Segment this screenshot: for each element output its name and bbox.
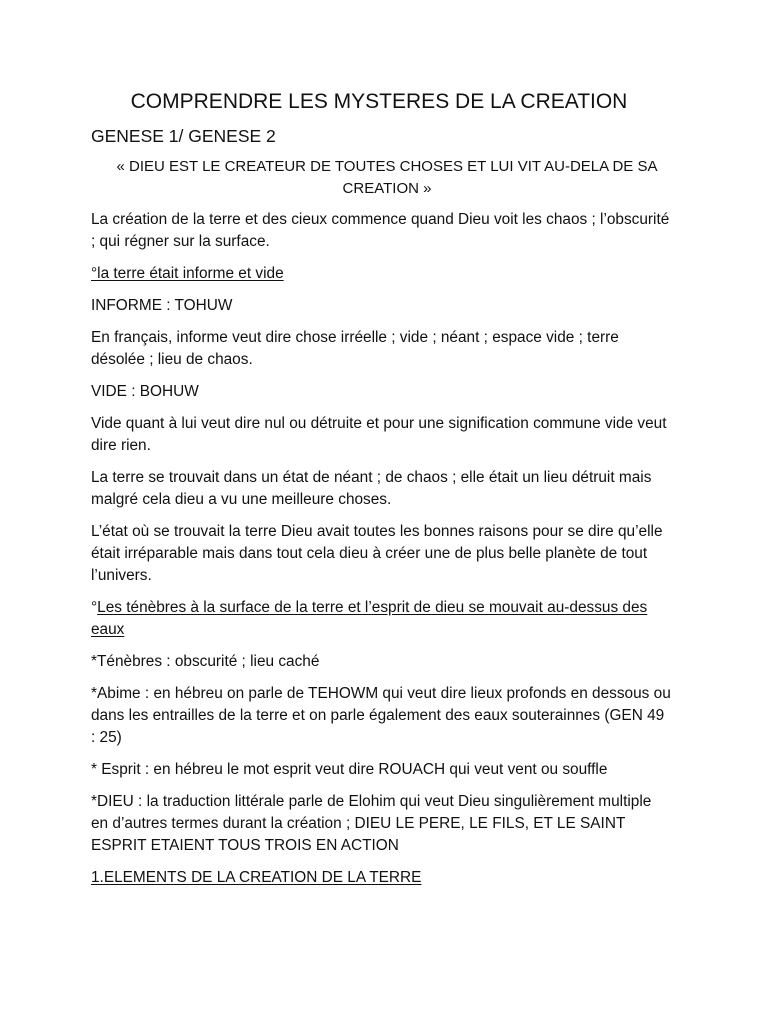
paragraph-abime-definition: *Abime : en hébreu on parle de TEHOWM qui veut dire lieux profonds en dessous ou dans les entrailles de la terre et on parle également des eaux souterainnes (GEN 49 : 25)	[91, 685, 671, 746]
heading-informe-vide: °la terre était informe et vide	[91, 265, 284, 282]
heading-elements-creation: 1.ELEMENTS DE LA CREATION DE LA TERRE	[91, 869, 422, 886]
document-subtitle: GENESE 1/ GENESE 2	[91, 126, 276, 146]
paragraph-informe-term: INFORME : TOHUW	[91, 297, 233, 314]
paragraph-tenebres-definition: *Ténèbres : obscurité ; lieu caché	[91, 653, 320, 670]
heading-tenebres-text: Les ténèbres à la surface de la terre et l’esprit de dieu se mouvait au-dessus des eaux	[91, 599, 648, 638]
heading-tenebres-bullet: °	[91, 599, 98, 616]
paragraph-terre-neant: La terre se trouvait dans un état de néant ; de chaos ; elle était un lieu détruit mais malgré cela dieu a vu une meilleure choses.	[91, 469, 652, 508]
document-body	[91, 88, 671, 899]
paragraph-etat-terre: L’état où se trouvait la terre Dieu avait toutes les bonnes raisons pour se dire qu’elle était irréparable mais dans tout cela dieu à créer une de plus belle planète de tout l’univers.	[91, 523, 663, 584]
paragraph-intro: La création de la terre et des cieux commence quand Dieu voit les chaos ; l’obscurité ; qui régner sur la surface.	[91, 211, 670, 250]
paragraph-vide-definition: Vide quant à lui veut dire nul ou détruite et pour une signification commune vide veut dire rien.	[91, 415, 667, 454]
paragraph-dieu-definition: *DIEU : la traduction littérale parle de Elohim qui veut Dieu singulièrement multiple en d’autres termes durant la création ; DIEU LE PERE, LE FILS, ET LE SAINT ESPRIT ETAIENT TOUS TROIS EN ACTION	[91, 793, 652, 854]
paragraph-esprit-definition: * Esprit : en hébreu le mot esprit veut dire ROUACH qui veut vent ou souffle	[91, 761, 608, 778]
heading-tenebres	[91, 597, 671, 641]
document-quote: « DIEU EST LE CREATEUR DE TOUTES CHOSES ET LUI VIT AU-DELA DE SA CREATION »	[116, 158, 658, 197]
paragraph-informe-definition: En français, informe veut dire chose irréelle ; vide ; néant ; espace vide ; terre désolée ; lieu de chaos.	[91, 329, 619, 368]
paragraph-vide-term: VIDE : BOHUW	[91, 383, 199, 400]
document-title: COMPRENDRE LES MYSTERES DE LA CREATION	[130, 90, 628, 113]
